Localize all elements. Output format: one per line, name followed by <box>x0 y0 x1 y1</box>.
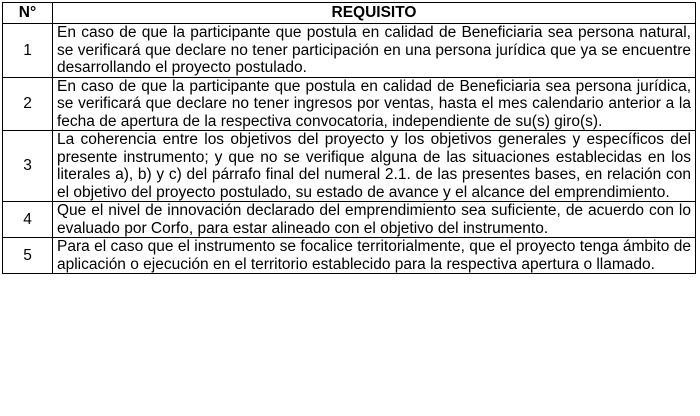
row-number: 4 <box>3 202 53 238</box>
requirement-text: Para el caso que el instrumento se focalice territorialmente, que el proyecto tenga ámbito de aplicación o ejecución en el territorio establecido para la respectiva apertura o llamado. <box>53 238 696 274</box>
table-row <box>3 24 696 78</box>
requirement-text: La coherencia entre los objetivos del proyecto y los objetivos generales y específicos del presente instrumento; y que no se verifique alguna de las situaciones establecidas en los literales a), b) y c) del párrafo final del numeral 2.1. de las presentes bases, en relación con el objetivo del proyecto postulado, su estado de avance y el alcance del emprendimiento. <box>53 131 696 202</box>
row-number: 5 <box>3 238 53 274</box>
table-row <box>3 202 696 238</box>
requirement-text: En caso de que la participante que postula en calidad de Beneficiaria sea persona natural, se verificará que declare no tener participación en una persona jurídica que ya se encuentre desarrollando el proyecto postulado. <box>53 24 696 78</box>
table-header <box>3 3 696 24</box>
requirement-text: Que el nivel de innovación declarado del emprendimiento sea suficiente, de acuerdo con lo evaluado por Corfo, para estar alineado con el objetivo del instrumento. <box>53 202 696 238</box>
number-column-header: N° <box>3 3 53 24</box>
table-row <box>3 77 696 131</box>
requirement-column-header: REQUISITO <box>53 3 696 24</box>
requirement-text: En caso de que la participante que postula en calidad de Beneficiaria sea persona jurídica, se verificará que declare no tener ingresos por ventas, hasta el mes calendario anterior a la fecha de apertura de la respectiva convocatoria, independiente de su(s) giro(s). <box>53 77 696 131</box>
row-number: 3 <box>3 131 53 202</box>
requirements-table <box>2 2 696 274</box>
row-number: 2 <box>3 77 53 131</box>
table-body <box>3 24 696 274</box>
row-number: 1 <box>3 24 53 78</box>
header-row <box>3 3 696 24</box>
table-row <box>3 238 696 274</box>
table-row <box>3 131 696 202</box>
